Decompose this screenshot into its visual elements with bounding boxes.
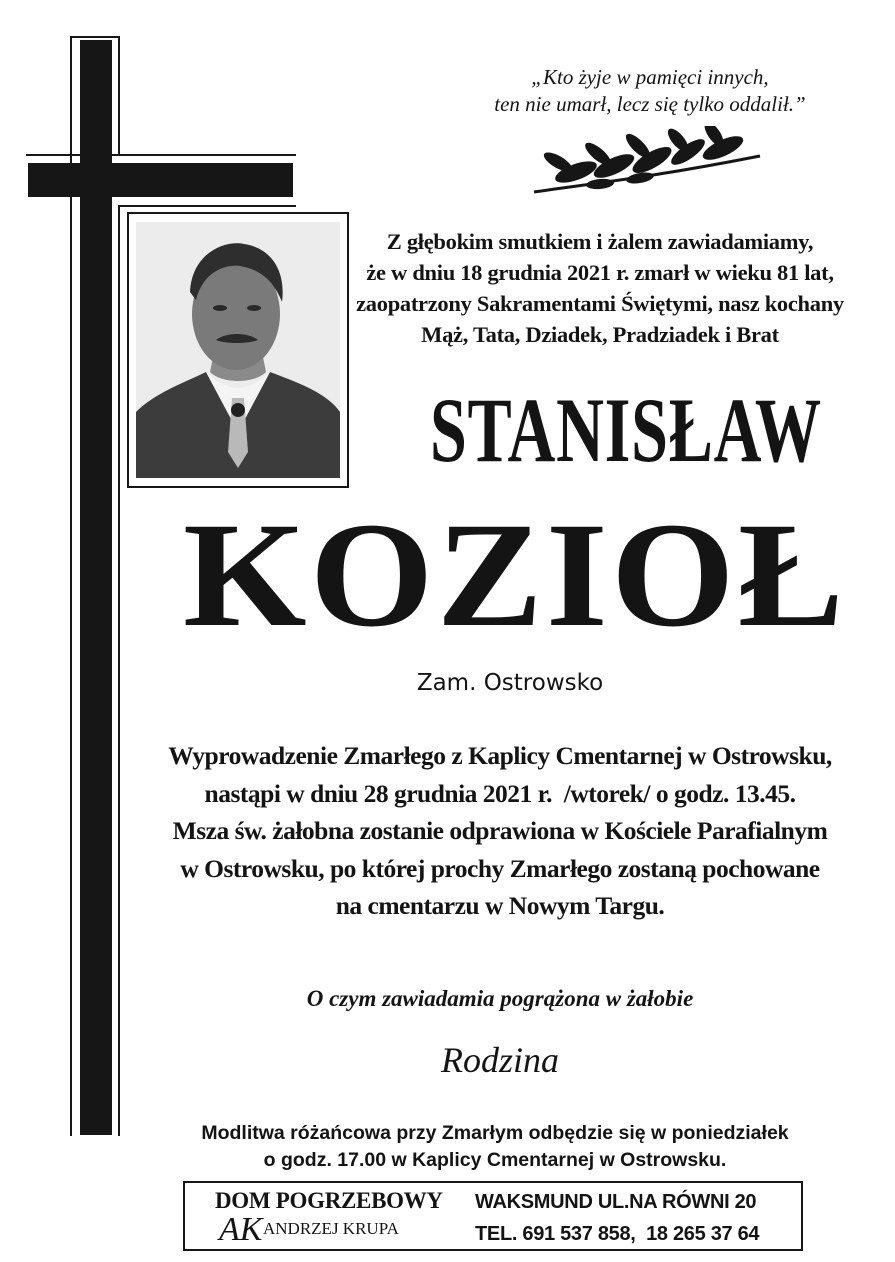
ceremony-details [100, 737, 895, 925]
announcement-line-4: Mąż, Tata, Dziadek, Pradziadek i Brat [421, 322, 779, 347]
ceremony-line-5: na cmentarzu w Nowym Targu. [335, 891, 665, 920]
cross-outline-horizontal-bottom [118, 205, 296, 207]
funeral-home-address: WAKSMUND UL.NA RÓWNI 20 [475, 1191, 757, 1213]
announcement [350, 226, 850, 350]
family-signature: Rodzina [440, 1040, 559, 1080]
deceased-first-name: STANISŁAW [430, 379, 822, 481]
funeral-home-logo: AK [219, 1211, 263, 1248]
funeral-home-owner: ANDRZEJ KRUPA [263, 1219, 399, 1238]
quote-line-1: „Kto żyje w pamięci innych, [531, 65, 769, 89]
announcement-line-2: że w dniu 18 grudnia 2021 r. zmarł w wieku 81 lat, [366, 260, 834, 285]
funeral-home-phone: TEL. 691 537 858, 18 265 37 64 [475, 1223, 760, 1245]
announcement-line-1: Z głębokim smutkiem i żalem zawiadamiamy, [386, 229, 814, 254]
ceremony-line-4: w Ostrowsku, po której prochy Zmarłego zostaną pochowane [180, 853, 820, 883]
ceremony-line-1: Wyprowadzenie Zmarłego z Kaplicy Cmentarnej w Ostrowsku, [168, 741, 832, 770]
funeral-home-box [183, 1181, 803, 1251]
portrait-silhouette-icon [136, 222, 340, 478]
funeral-home-name: DOM POGRZEBOWY [215, 1188, 443, 1213]
prayer-line-1: Modlitwa różańcowa przy Zmarłym odbędzie się w poniedziałek [201, 1122, 789, 1144]
prayer-line-2: o godz. 17.00 w Kaplicy Cmentarnej w Ostrowsku. [263, 1149, 727, 1171]
ceremony-line-2: nastąpi w dniu 28 grudnia 2021 r. /wtorek/ o godz. 13.45. [204, 778, 796, 808]
mourning-line: O czym zawiadamia pogrążona w żałobie [306, 986, 694, 1011]
quote [455, 64, 845, 118]
deceased-surname: KOZIOŁ [182, 492, 848, 658]
laurel-branch-icon [528, 126, 763, 196]
cross-horizontal-beam [28, 163, 293, 197]
announcement-line-3: zaopatrzony Sakramentami Świętymi, nasz kochany [356, 291, 844, 316]
cross-outline-top [70, 36, 120, 38]
ceremony-line-3: Msza św. żałobna zostanie odprawiona w Kościele Parafialnym [172, 816, 828, 845]
quote-line-2: ten nie umarł, lecz się tylko oddalił.” [494, 92, 806, 116]
portrait-photo-frame [127, 212, 349, 488]
residence: Zam. Ostrowsko [416, 670, 604, 696]
cross-outline-vertical-left [70, 36, 72, 1136]
cross-vertical-beam [80, 40, 112, 1135]
cross-outline-horizontal-top-right [118, 154, 296, 156]
cross-outline-vertical-right-lower [118, 206, 120, 1136]
prayer-notice [100, 1120, 890, 1174]
cross-outline-vertical-right [118, 36, 120, 154]
portrait-photo [136, 222, 340, 478]
